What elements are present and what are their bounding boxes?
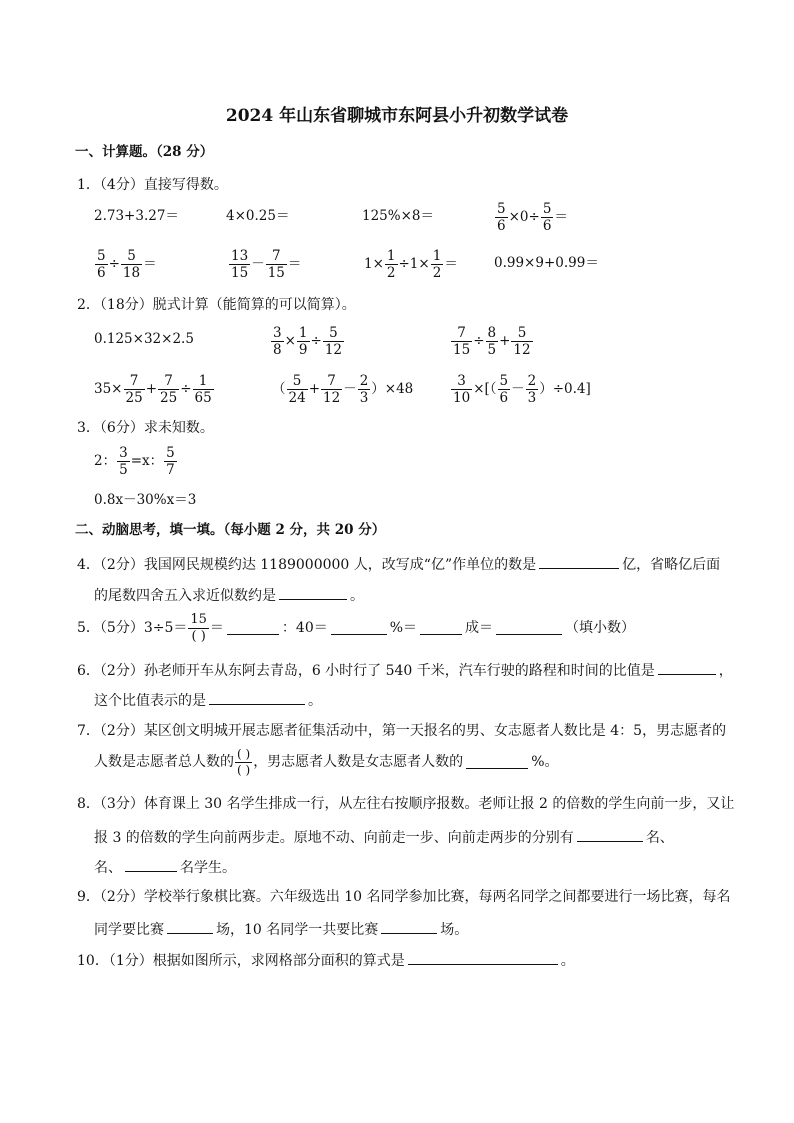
q1-expr-6: $\frac{13}{15}$ － $\frac{7}{15}$ ＝ (231, 248, 302, 282)
answer-blank[interactable] (466, 756, 528, 769)
q2-prompt: 2．（18分）脱式计算（能简算的可以简算）。 (77, 297, 356, 313)
answer-blank[interactable] (381, 921, 437, 934)
answer-blank[interactable] (539, 556, 619, 569)
q1-expr-5: $\frac{5}{6}$ ÷ $\frac{5}{18}$ ＝ (97, 248, 157, 282)
q3-expr-1: 2： $\frac{3}{5}$ =x： $\frac{5}{7}$ (94, 445, 175, 479)
fraction: $\frac{5}{6}$ (497, 201, 506, 235)
answer-blank[interactable] (496, 622, 562, 635)
q1-expr-3: 125%×8＝ (362, 208, 434, 224)
page-title: 2024 年山东省聊城市东阿县小升初数学试卷 (225, 106, 569, 126)
q1-expr-7: 1× $\frac{1}{2}$ ÷1× $\frac{1}{2}$ ＝ (364, 248, 458, 282)
answer-blank[interactable] (209, 692, 305, 705)
q1-expr-1: 2.73+3.27＝ (94, 208, 179, 224)
q2-expr-4: 35× $\frac{7}{25}$ + $\frac{7}{25}$ ÷ $\frac{1}{65}$ (94, 373, 212, 407)
q8-line-1: 8．（3分）体育课上 30 名学生排成一行，从左往右按顺序报数。老师让报 2 的倍数的学生向前一步，又让 (77, 796, 735, 812)
answer-blank[interactable] (227, 622, 279, 635)
q7-line-1: 7．（2分）某区创文明城开展志愿者征集活动中，第一天报名的男、女志愿者人数比是 4：5，男志愿者的 (77, 723, 727, 739)
q2-expr-2: $\frac{3}{8}$ × $\frac{1}{9}$ ÷ $\frac{5}{12}$ (273, 325, 342, 359)
section-2-header: 二、动脑思考，填一填。（每小题 2 分，共 20 分） (75, 522, 386, 538)
q7-line-2: 人数是志愿者总人数的 $\frac{( )}{( )}$ ，男志愿者人数是女志愿者人数的 %。 (94, 747, 559, 777)
q1-expr-4: $\frac{5}{6}$ ×0÷ $\frac{5}{6}$ ＝ (497, 201, 568, 235)
q1-expr-2: 4×0.25＝ (226, 208, 290, 224)
answer-blank[interactable] (420, 622, 462, 635)
q2-expr-3: $\frac{7}{15}$ ÷ $\frac{8}{5}$ + $\frac{5}{12}$ (453, 325, 531, 359)
q4-line-1: 4．（2分）我国网民规模约达 1189000000 人，改写成“亿”作单位的数是 亿，省略亿后面 (77, 557, 721, 573)
q2-expr-1: 0.125×32×2.5 (94, 331, 194, 347)
q4-line-2: 的尾数四舍五入求近似数约是 。 (94, 588, 364, 604)
q9-line-1: 9．（2分）学校举行象棋比赛。六年级选出 10 名同学参加比赛，每两名同学之间都要进行一场比赛，每名 (77, 889, 731, 905)
fraction: $\frac{5}{6}$ (542, 201, 552, 235)
answer-blank[interactable] (658, 662, 716, 675)
answer-blank[interactable] (167, 921, 213, 934)
q6-line-1: 6．（2分）孙老师开车从东阿去青岛，6 小时行了 540 千米，汽车行驶的路程和时间的比值是 ， (77, 663, 733, 679)
q3-prompt: 3．（6分）求未知数。 (77, 420, 214, 436)
answer-blank[interactable] (331, 622, 387, 635)
q9-line-2: 同学要比赛 场，10 名同学一共要比赛 场。 (94, 922, 469, 938)
q8-line-3: 名、 名学生。 (94, 860, 236, 876)
q3-expr-2: 0.8x－30%x＝3 (94, 492, 197, 508)
answer-blank[interactable] (408, 952, 558, 965)
q1-prompt: 1．（4分）直接写得数。 (77, 177, 228, 193)
q8-line-2: 报 3 的倍数的学生向前两步走。原地不动、向前走一步、向前走两步的分别有 名、 (94, 830, 674, 846)
answer-blank[interactable] (577, 829, 643, 842)
section-1-header: 一、计算题。（28 分） (75, 144, 214, 160)
q2-expr-5: （ $\frac{5}{24}$ + $\frac{7}{12}$ － $\frac{2}{3}$ ）×48 (272, 373, 414, 407)
q6-line-2: 这个比值表示的是 。 (94, 693, 322, 709)
answer-blank[interactable] (279, 587, 347, 600)
q5-line: 5．（5分）3÷5＝ $\frac{15}{( )}$ ＝ ：40＝ %＝ 成＝ （填小数） (77, 612, 636, 644)
q10-line-1: 10．（1分）根据如图所示，求网格部分面积的算式是 。 (77, 953, 575, 969)
answer-blank[interactable] (125, 859, 177, 872)
q2-expr-6: $\frac{3}{10}$ ×[（ $\frac{5}{6}$ － $\frac{2}{3}$ ）÷0.4] (453, 373, 591, 407)
q1-expr-8: 0.99×9+0.99＝ (494, 255, 599, 271)
